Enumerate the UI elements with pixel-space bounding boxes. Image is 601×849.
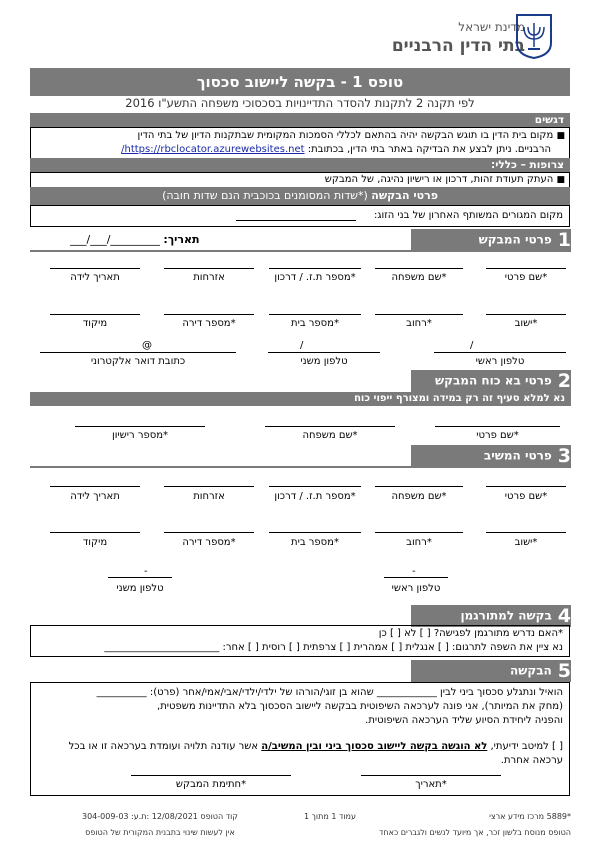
section4-box	[30, 625, 570, 657]
section1-date: תאריך: _________/___/___	[70, 233, 200, 246]
notes-box	[30, 127, 570, 159]
interpreter-language[interactable]: נא ציין את השפה לתרגום: [ ] אנגלית [ ] אמהרית [ ] צרפתית [ ] רוסית [ ] אחר: _______________________	[104, 642, 563, 653]
footer-form-code: 304-009-03 :קוד הטופס 12/08/2021 :ת.ע	[82, 812, 238, 821]
s1-apt-label: *מספר דירה	[182, 318, 236, 329]
section1-date-field[interactable]: _________/___/___	[70, 233, 160, 246]
s1-zip-label: מיקוד	[82, 318, 108, 329]
s1-citizenship-field[interactable]	[164, 268, 254, 269]
s1-id-field[interactable]	[269, 268, 361, 269]
s3-apt-field[interactable]	[164, 532, 254, 533]
s3-first-name-label: *שם פרטי	[504, 491, 548, 502]
s3-birthdate-field[interactable]	[50, 486, 140, 487]
s3-apt-label: *מספר דירה	[182, 537, 236, 548]
s3-city-label: *ישוב	[514, 537, 538, 548]
section1-header: 1פרטי המבקש	[411, 229, 571, 251]
s1-last-name-field[interactable]	[375, 268, 463, 269]
s1-birthdate-field[interactable]	[50, 268, 140, 269]
s1-first-name-field[interactable]	[486, 268, 566, 269]
s1-city-label: *ישוב	[514, 318, 538, 329]
s3-phone-main-label: טלפון ראשי	[391, 583, 441, 594]
notes-line2: הרבניים. ניתן לבצע את הבדיקה באתר בתי הדין, בכתובת:	[307, 144, 551, 155]
s3-phone-second-field[interactable]	[108, 577, 172, 578]
footer-no-change: אין לעשות שינוי בתבנית המקורית של הטופס	[85, 828, 235, 837]
s3-id-field[interactable]	[269, 486, 361, 487]
state-emblem-icon	[514, 13, 554, 59]
s2-last-name-label: *שם משפחה	[302, 430, 358, 441]
details-header: פרטי הבקשה (*שדות המסומנים בכוכבית הנם שדות חובה)	[30, 187, 570, 205]
s2-license-field[interactable]	[75, 426, 205, 427]
s2-license-label: *מספר רישיון	[111, 430, 168, 441]
s2-last-name-field[interactable]	[265, 426, 395, 427]
attachments-line: העתק תעודת זהות, דרכון או רישיון נהיגה, של המבקש	[324, 174, 554, 185]
s1-phone-second-field[interactable]	[268, 352, 380, 353]
section5-header: 5הבקשה	[411, 660, 571, 682]
s3-citizenship-field[interactable]	[164, 486, 254, 487]
footer-page: עמוד 1 מתוך 1	[304, 812, 356, 821]
courts-name: בתי הדין הרבניים	[391, 36, 525, 56]
request-line3: והפניה ליחידת הסיוע שליד הערכאה השיפוטית.	[365, 715, 563, 726]
s1-city-field[interactable]	[486, 314, 566, 315]
footer-gender-note: הטופס מנוסח בלשון זכר, אך מיועד לנשים ולגברים כאחד	[379, 828, 571, 837]
declaration-line2: ערכאה אחרת.	[500, 755, 563, 766]
page-header	[392, 20, 525, 56]
state-name: מדינת ישראל	[458, 20, 525, 34]
notes-line1: מקום בית הדין בו תוגש הבקשה יהיה בהתאם לכללי הסמכות המקומית שבתקנות הדיון של בתי הדין	[137, 130, 554, 141]
residence-row	[30, 205, 570, 227]
bullet-icon: ■	[556, 175, 565, 185]
s3-street-label: *רחוב	[406, 537, 432, 548]
s1-id-label: *מספר ת.ז. / דרכון	[274, 272, 356, 283]
request-date-label: *תאריך	[415, 779, 447, 790]
s3-id-label: *מספר ת.ז. / דרכון	[274, 491, 356, 502]
s1-phone-main-label: טלפון ראשי	[475, 356, 525, 367]
attachments-header: צרופות – כללי:	[30, 158, 570, 172]
attachments-box	[30, 172, 570, 188]
s3-phone-second-label: טלפון משני	[116, 583, 164, 594]
section4-header: 4בקשה למתורגמן	[411, 605, 571, 627]
s1-citizenship-label: אזרחות	[193, 272, 225, 283]
residence-field[interactable]	[236, 220, 356, 221]
request-line2: (מחק את המיותר), אני פונה לערכאה השיפוטית בבקשה ליישוב הסכסוך בלא התדיינות משפטית,	[157, 701, 563, 712]
s1-street-field[interactable]	[375, 314, 463, 315]
s1-first-name-label: *שם פרטי	[504, 272, 548, 283]
notes-header: דגשים	[30, 113, 570, 127]
locator-link[interactable]: https://rbclocator.azurewebsites.net/	[121, 144, 305, 155]
s3-birthdate-label: תאריך לידה	[70, 491, 120, 502]
s2-first-name-label: *שם פרטי	[476, 430, 519, 441]
section2-note: נא למלא סעיף זה רק במידה ומצורף ייפוי כוח	[30, 392, 571, 406]
bullet-icon: ■	[556, 131, 565, 141]
s1-zip-field[interactable]	[50, 314, 140, 315]
request-line1[interactable]: הואיל ונתגלע סכסוך ביני לבין ____________ שהוא בן זוגי/הורהו של ילדי/ילדי/אבי/אמי/אחר (פרט): __________	[96, 687, 563, 698]
s3-city-field[interactable]	[486, 532, 566, 533]
request-signature-label: *חתימת המבקש	[175, 779, 247, 790]
s2-first-name-field[interactable]	[435, 426, 560, 427]
s1-street-label: *רחוב	[406, 318, 432, 329]
s1-email-field[interactable]	[40, 352, 236, 353]
residence-label: מקום המגורים המשותף האחרון של בני הזוג:	[374, 210, 563, 221]
footer-info-center: *5889 מרכז מידע ארצי	[489, 812, 571, 821]
request-date-field[interactable]	[361, 775, 501, 776]
form-subtitle: לפי תקנה 2 לתקנות להסדר התדיינויות בסכסוכי משפחה התשע"ו 2016	[125, 96, 475, 110]
s1-birthdate-label: תאריך לידה	[70, 272, 120, 283]
s3-citizenship-label: אזרחות	[193, 491, 225, 502]
s1-email-label: כתובת דואר אלקטרוני	[90, 356, 186, 367]
s1-phone-second-label: טלפון משני	[300, 356, 348, 367]
s3-zip-field[interactable]	[50, 532, 140, 533]
s3-zip-label: מיקוד	[82, 537, 108, 548]
request-signature-field[interactable]	[131, 775, 291, 776]
form-page: מדינת ישראל בתי הדין הרבניים טופס 1 - בקשה ליישוב סכסוך לפי תקנה 2 לתקנות להסדר התדיינויות בסכסוכי משפחה התשע"ו 2016 דגשים ■ מקום בית הדין בו תוגש הבקשה יהיה בהתאם לכללי הסמכות המקומית שבתקנות הדיון של בתי הדין הרבניים. ניתן לבצע את הבדיקה באתר בתי הדין, בכתובת: https://rbclocator.azurewebsites.net/ צרופות – כללי: ■ העתק תעודת זהות, דרכון או רישיון נהיגה, של המבקש פרטי הבקשה (*שדות המסומנים בכוכבית הנם שדות חובה) מקום המגורים המשותף האחרון של בני הזוג: 1פרטי המבקש תאריך: _________/___/___ *שם פרטי *שם משפחה *מספר ת.ז. / דרכון אזרחות תאריך לידה *ישוב *רחוב *מספר בית *מספר דירה מיקוד / / @ טלפון ראשי טלפון משני כתובת דואר אלקטרוני 2פרטי בא כוח המבקש נא למלא סעיף זה רק במידה ומצורף ייפוי כוח *שם פרטי *שם משפחה *מספר רישיון 3פרטי המשיב *שם פרטי *שם משפחה *מספר ת.ז. / דרכון אזרחות תאריך לידה *ישוב *רחוב *מספר בית *מספר דירה מיקוד - - טלפון ראשי טלפון משני 4בקשה למתורגמן *האם נדרש מתורגמן לפגישה? [ ] לא [ ] כן נא ציין את השפה לתרגום: [ ] אנגלית [ ] אמהרית [ ] צרפתית [ ] רוסית [ ] אחר: _______________________ 5הבקשה הואיל ונתגלע סכסוך ביני לבין ____________ שהוא בן זוגי/הורהו של ילדי/ילדי/אבי/אמי/אחר (פרט): __________ (מחק את המיותר), אני פונה לערכאה השיפוטית בבקשה ליישוב הסכסוך בלא התדיינות משפטית, והפניה ליחידת הסיוע שליד הערכאה השיפוטית. [ ] למיטב ידיעתי, לא הוגשה בקשה ליישוב סכסוך ביני ובין המשיב/ה אשר עודנה תלויה ועומדת בערכאה זו או בכל ערכאה אחרת. *תאריך *חתימת המבקש 304-009-03 :קוד הטופס 12/08/2021 :ת.ע עמוד 1 מתוך 1 *5889 מרכז מידע ארצי אין לעשות שינוי בתבנית המקורית של הטופס הטופס מנוסח בלשון זכר, אך מיועד לנשים ולגברים כאחד	[0, 0, 601, 849]
s3-street-field[interactable]	[375, 532, 463, 533]
section2-header: 2פרטי בא כוח המבקש	[411, 370, 571, 392]
section3-header: 3פרטי המשיב	[411, 445, 571, 467]
form-title: טופס 1 - בקשה ליישוב סכסוך	[30, 68, 570, 96]
section5-box	[30, 682, 570, 796]
s3-last-name-field[interactable]	[375, 486, 463, 487]
s1-house-label: *מספר בית	[291, 318, 339, 329]
interpreter-question[interactable]: *האם נדרש מתורגמן לפגישה? [ ] לא [ ] כן	[378, 628, 563, 639]
s1-house-field[interactable]	[269, 314, 361, 315]
s3-last-name-label: *שם משפחה	[391, 491, 447, 502]
s3-house-label: *מספר בית	[291, 537, 339, 548]
s1-last-name-label: *שם משפחה	[391, 272, 447, 283]
s1-phone-main-field[interactable]	[434, 352, 566, 353]
s3-first-name-field[interactable]	[486, 486, 566, 487]
s1-apt-field[interactable]	[164, 314, 254, 315]
s3-house-field[interactable]	[269, 532, 361, 533]
declaration-line1[interactable]: [ ] למיטב ידיעתי, לא הוגשה בקשה ליישוב סכסוך ביני ובין המשיב/ה אשר עודנה תלויה ועומדת בערכאה זו או בכל	[68, 741, 563, 752]
s3-phone-main-field[interactable]	[384, 577, 448, 578]
